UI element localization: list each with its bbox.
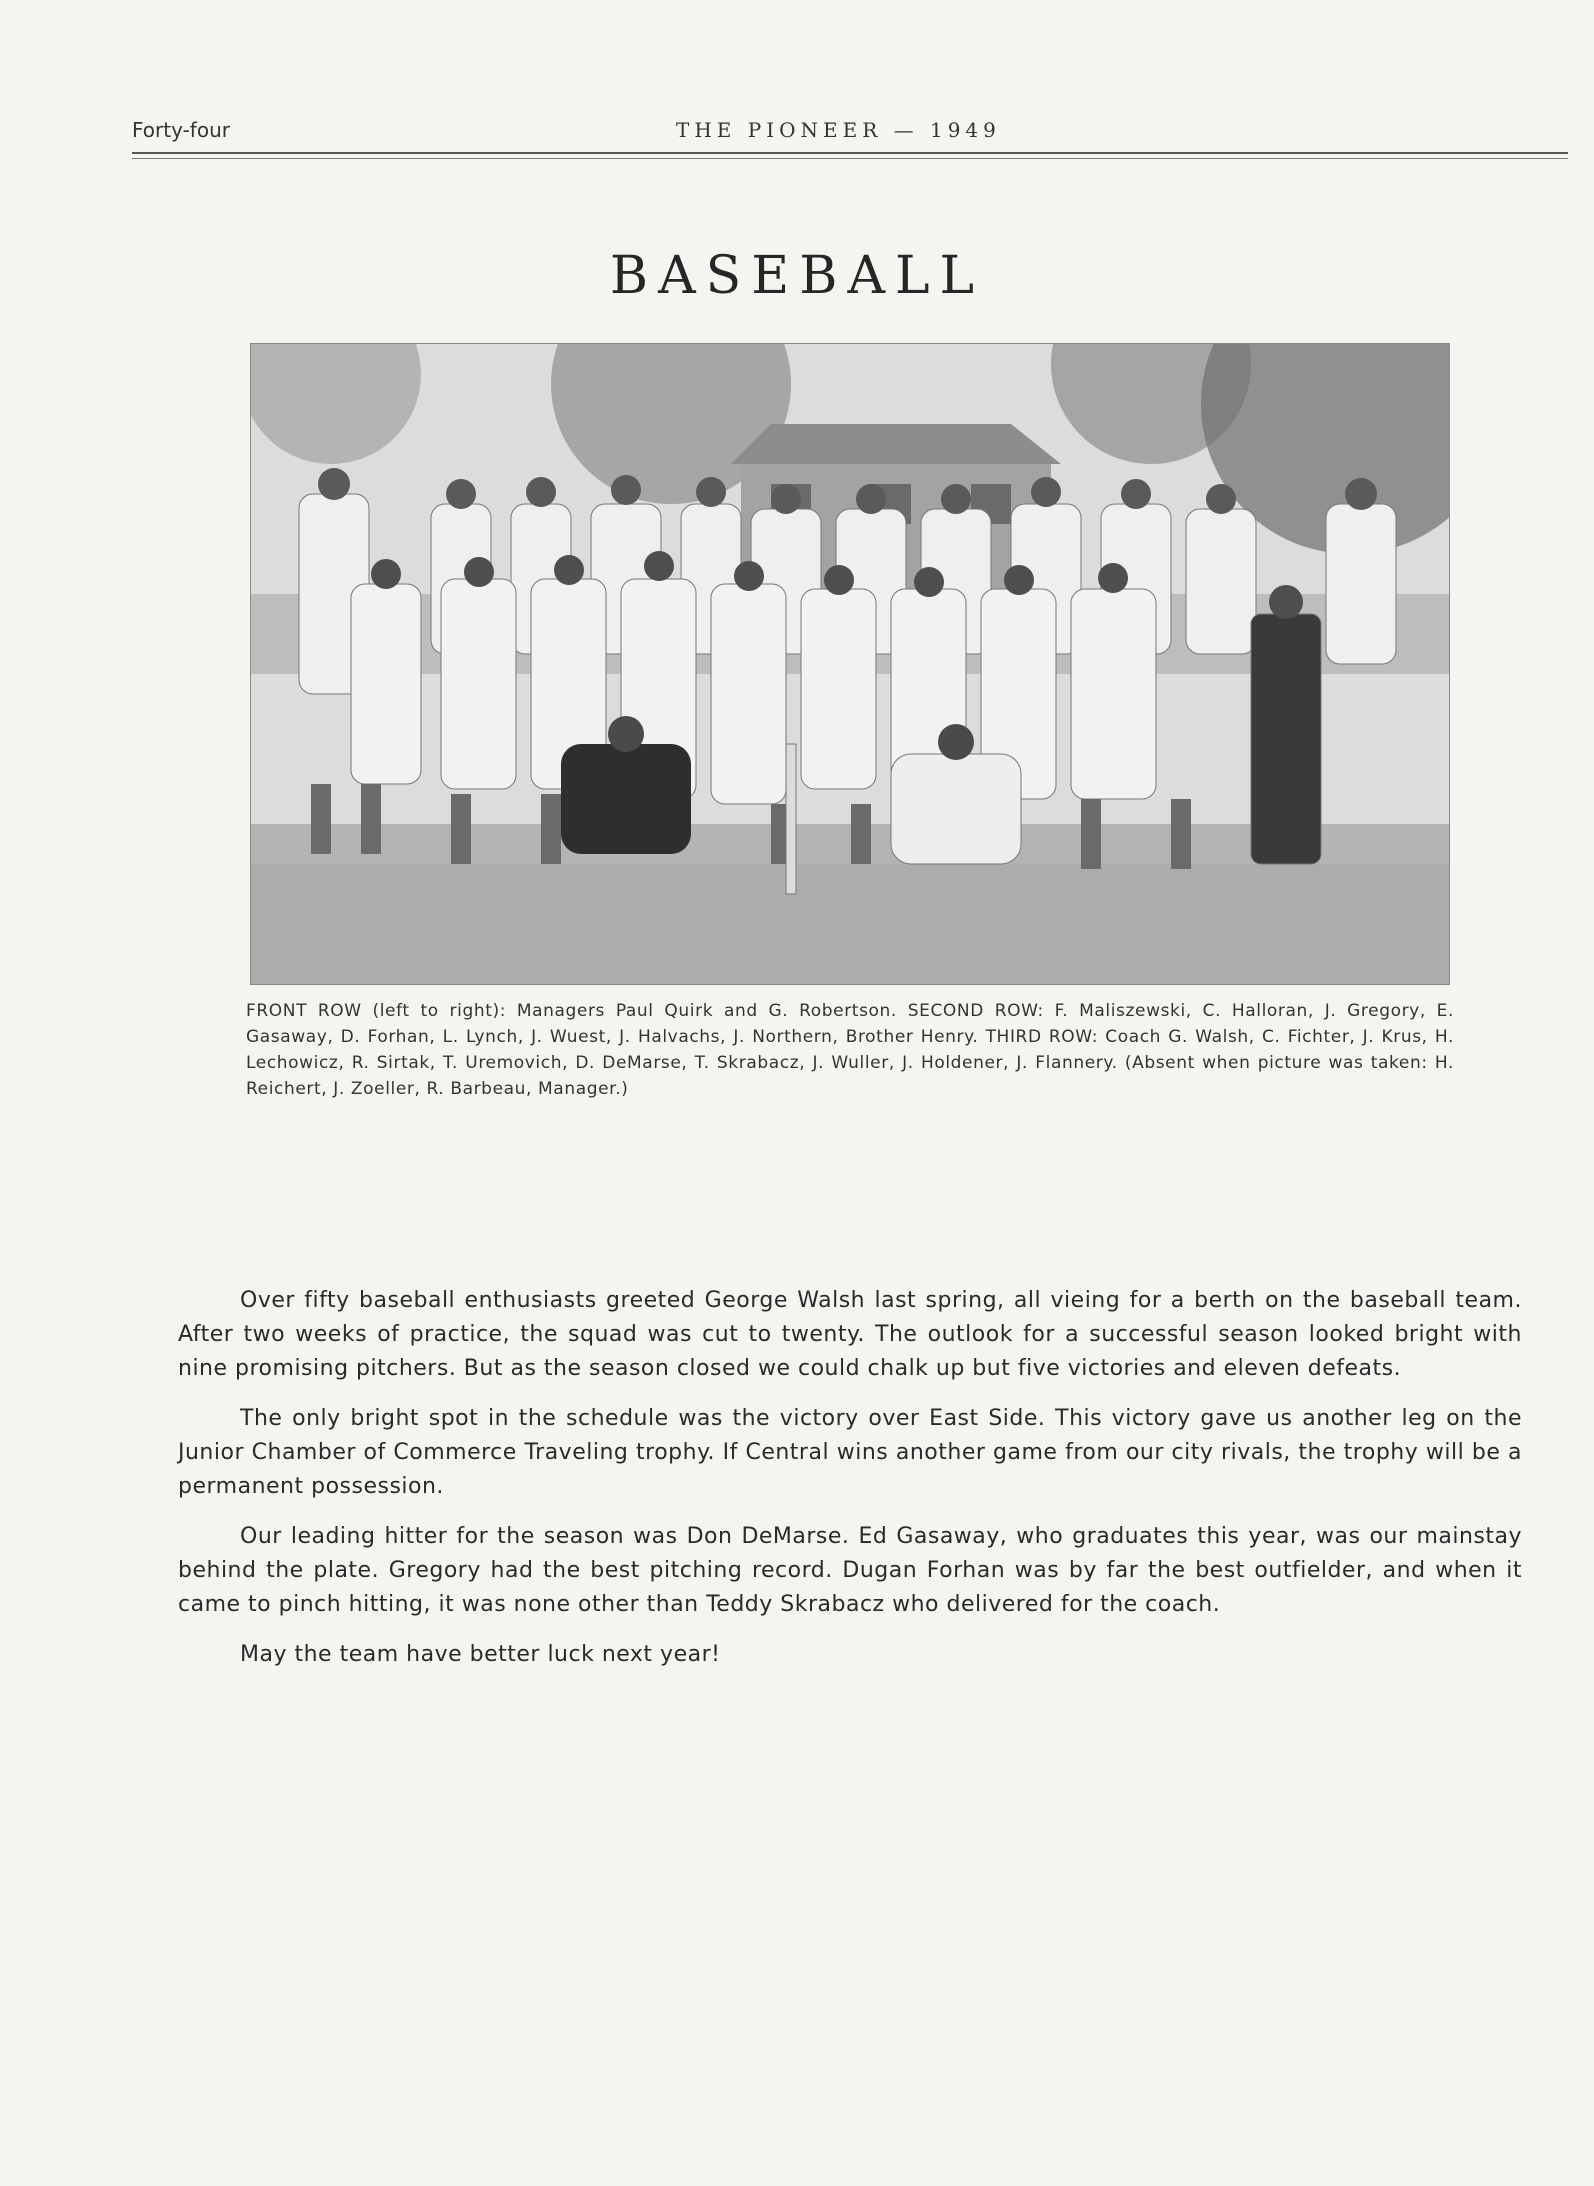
paragraph: The only bright spot in the schedule was the victory over East Side. This victory gave us another leg on the Junior Chamber of Commerce Traveling trophy. If Central wins another game from our city rivals, the trophy will be a permanent possession. bbox=[178, 1406, 1522, 1499]
team-photo bbox=[250, 343, 1450, 985]
photo-caption: FRONT ROW (left to right): Managers Paul Quirk and G. Robertson. SECOND ROW: F. Maliszewski, C. Halloran, J. Gregory, E. Gasaway, D. Forhan, L. Lynch, J. Wuest, J. Halvachs, J. Northern, Brother Henry. THIRD ROW: Coach G. Walsh, C. Fichter, J. Krus, H. Lechowicz, R. Sirtak, T. Uremovich, D. DeMarse, T. Skrabacz, J. Wuller, J. Holdener, J. Flannery. (Absent when picture was taken: H. Reichert, J. Zoeller, R. Barbeau, Manager.) bbox=[246, 1001, 1454, 1099]
page-number-label: Forty-four bbox=[132, 118, 230, 142]
paragraph: Our leading hitter for the season was Don DeMarse. Ed Gasaway, who graduates this year, was our mainstay behind the plate. Gregory had the best pitching record. Dugan Forhan was by far the best outfielder, and when it came to pinch hitting, it was none other than Teddy Skrabacz who delivered for the coach. bbox=[178, 1524, 1522, 1617]
header-rule-thin bbox=[132, 158, 1568, 159]
article-body bbox=[178, 1284, 1522, 1688]
paragraph: May the team have better luck next year! bbox=[240, 1642, 721, 1667]
header-rule bbox=[132, 152, 1568, 154]
team-photo-icon bbox=[251, 344, 1449, 984]
paragraph: Over fifty baseball enthusiasts greeted George Walsh last spring, all vieing for a berth on the baseball team. After two weeks of practice, the squad was cut to twenty. The outlook for a successful season looked bright with nine promising pitchers. But as the season closed we could chalk up but five victories and eleven defeats. bbox=[178, 1288, 1522, 1381]
page-title: BASEBALL bbox=[609, 246, 985, 306]
running-title: THE PIONEER — 1949 bbox=[676, 118, 1001, 142]
